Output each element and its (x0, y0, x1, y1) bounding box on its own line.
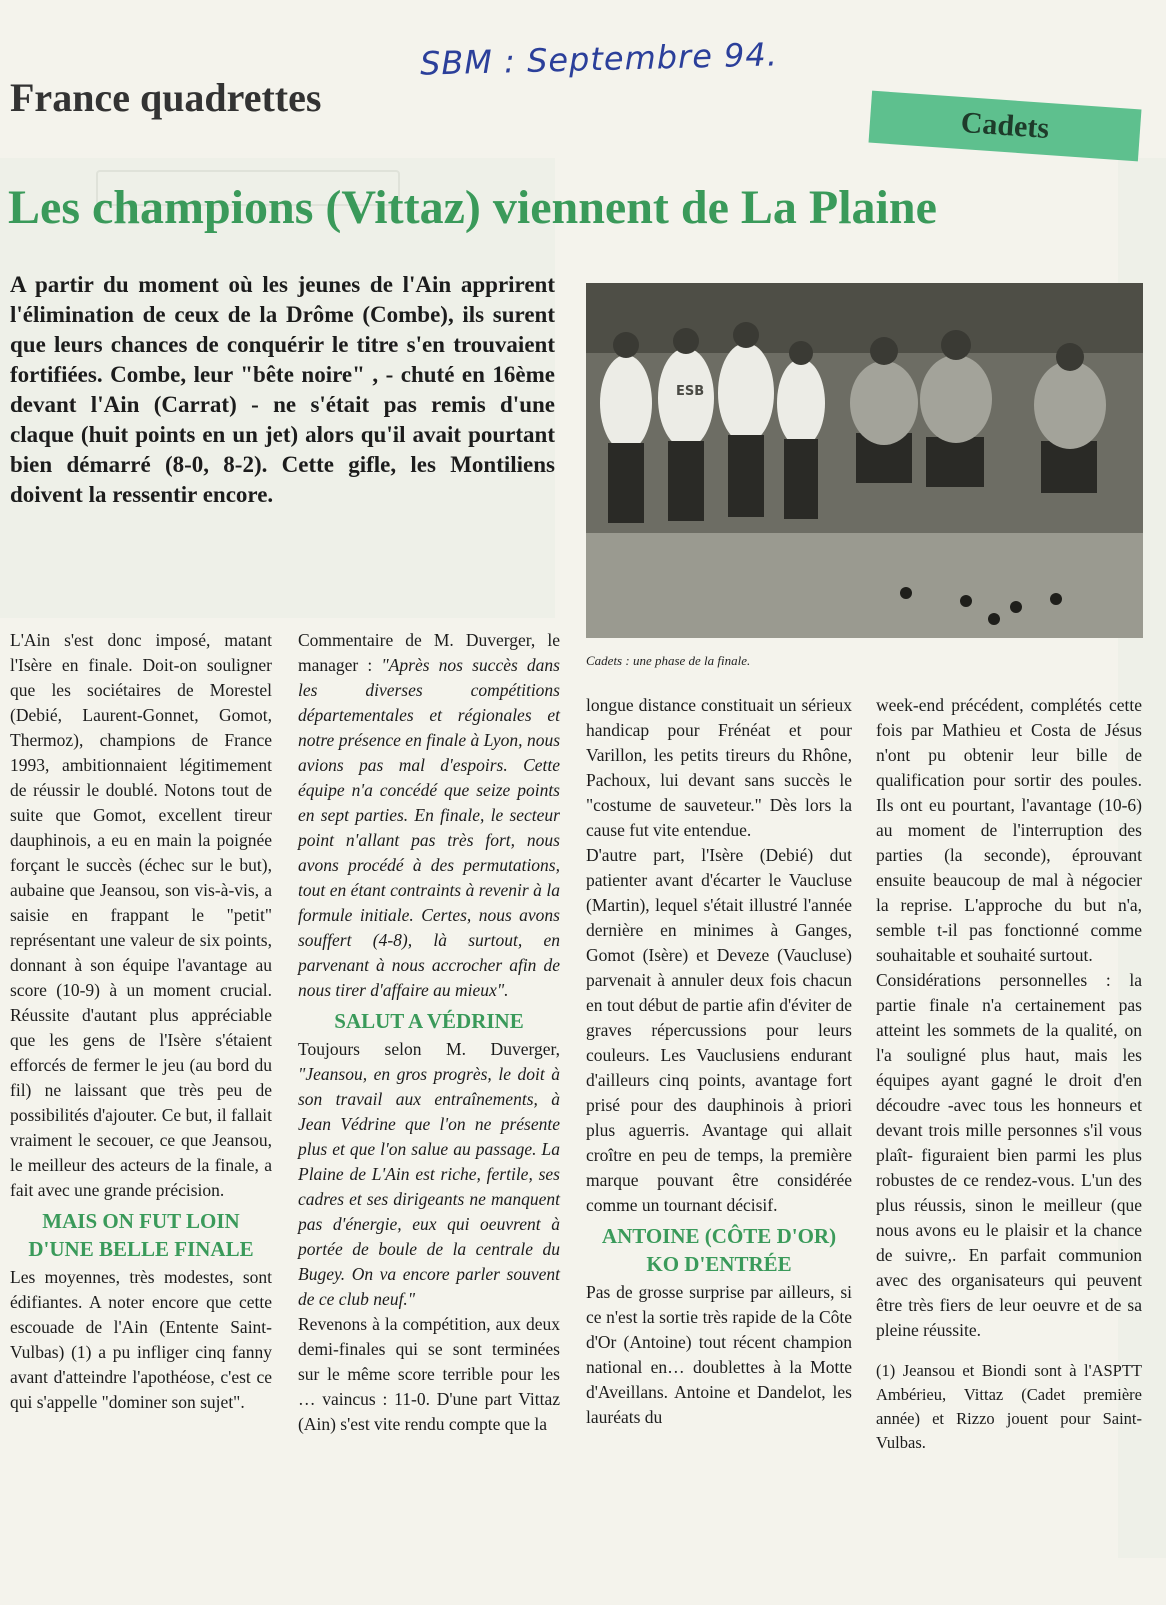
col4-paragraph-2: Considérations personnelles : la partie finale n'a certainement pas atteint les sommets de la qualité, on l'a souligné plus haut, mais les équipes ayant gagné le droit d'en découdre -avec tous les honneurs et devant trois mille personnes s'il vous plaît- figuraient bien parmi les plus robustes de ce rendez-vous. L'un des plus réussis, sinon le meilleur (que nous avons eu le plaisir et la chance de suivre,. En parfait communion avec des organisateurs qui peuvent être très fiers de leur oeuvre et de sa pleine réussite. (876, 970, 1142, 1340)
col3-paragraph-1: longue distance constituait un sérieux handicap pour Frénéat et pour Varillon, les petits tireurs du Rhône, Pachoux, lui devant sans succès le "costume de sauveteur." Dès lors la cause fut vite entendue. (586, 695, 852, 840)
column-3 (586, 693, 852, 1430)
lede-paragraph: A partir du moment où les jeunes de l'Ain apprirent l'élimination de ceux de la Drôme (Combe), ils surent que leurs chances de conquérir le titre s'en trouvaient fortifiées. Combe, leur "bête noire" , - chuté en 16ème devant l'Ain (Carrat) - ne s'était pas remis d'une claque (huit points en un jet) alors qu'il avait pourtant bien démarré (8-0, 8-2). Cette gifle, les Montiliens doivent la ressentir encore. (10, 272, 555, 507)
col3-paragraph-2: D'autre part, l'Isère (Debié) dut patienter avant d'écarter le Vaucluse (Martin), lequel s'était illustré l'année dernière en minimes à Ganges, Gomot (Isère) et Deveze (Vaucluse) parvenait à annuler deux fois chacun en tout début de partie afin d'éviter de graves répercussions pour leurs couleurs. Les Vauclusiens endurant d'ailleurs cinq points, avantage fort prisé pour des dauphinois à priori plus aguerris. Avantage qui allait croître en peu de temps, la première marque pouvant être considérée comme un tournant décisif. (586, 845, 852, 1215)
col2-intro-2: Toujours selon M. Duverger, (298, 1039, 560, 1059)
col1-paragraph-1: L'Ain s'est donc imposé, matant l'Isère en finale. Doit-on souligner que les sociétaires de Morestel (Debié, Laurent-Gonnet, Gomot, Thermoz), champions de France 1993, ambitionnaient légitimement de réussir le doublé. Notons tout de suite que Gomot, excellent tireur dauphinois, a eu en main la poignée forçant le succès (échec sur le but), aubaine que Jeansou, son vis-à-vis, a saisie en frappant le "petit" représentant une valeur de six points, donnant à son équipe l'avantage au score (10-9) à un moment crucial. Réussite d'autant plus appréciable que les gens de l'Isère s'étaient efforcés de fermer le jeu (au bord du fil) ne laissant que très peu de possibilités d'ajouter. Ce but, il fallait vraiment le secouer, ce que Jeansou, le meilleur des acteurs de la finale, a fait avec une grande précision. (10, 630, 272, 1200)
col2-paragraph-1 (298, 628, 560, 1003)
column-4 (876, 693, 1142, 1455)
footnote: (1) Jeansou et Biondi sont à l'ASPTT Ambérieu, Vittaz (Cadet première année) et Rizzo jouent pour Saint-Vulbas. (876, 1361, 1142, 1452)
col2-paragraph-3: Revenons à la compétition, aux deux demi-finales qui se sont terminées sur le même score terrible pour les … vaincus : 11-0. D'une part Vittaz (Ain) s'est vite rendu compte que la (298, 1314, 560, 1434)
col3-subheading: ANTOINE (CÔTE D'OR) KO D'ENTRÉE (601, 1224, 837, 1276)
col2-quote-1: "Après nos succès dans les diverses compétitions départementales et régionales et notre présence en finale à Lyon, nous avions pas mal d'espoirs. Cette équipe n'a concédé que seize points en sept parties. En finale, le secteur point n'allant pas très fort, nous avons procédé à des permutations, tout en étant contraints à revenir à la formule initiale. Certes, nous avons souffert (4-8), là surtout, en parvenant à nous accrocher afin de nous tirer d'affaire au mieux". (298, 655, 560, 1000)
col2-quote-2: "Jeansou, en gros progrès, le doit à son travail aux entraînements, à Jean Védrine que l'on ne présente plus et que l'on salue au passage. La Plaine de L'Ain est riche, fertile, ses cadres et ses dirigeants ne manquent pas d'énergie, eux qui oeuvrent à portée de boule de la centrale du Bugey. On va encore parler souvent de ce club neuf." (298, 1064, 560, 1309)
handwritten-note: SBM : Septembre 94. (419, 35, 779, 83)
col3-paragraph-3: Pas de grosse surprise par ailleurs, si ce n'est la sortie très rapide de la Côte d'Or (Antoine) tout récent champion national en… doublettes à la Motte d'Aveillans. Antoine et Dandelot, les lauréats du (586, 1282, 852, 1427)
col4-paragraph-1: week-end précédent, complétés cette fois par Mathieu et Costa de Jésus n'ont pu obtenir leur bille de qualification pour sortir des poules. Ils ont eu pourtant, l'avantage (10-6) au moment de l'interruption des parties (la seconde), éprouvant ensuite beaucoup de mal à négocier la reprise. L'approche du but n'a, semble t-il pas fonctionné comme souhaitable et souhaité surtout. (876, 695, 1142, 965)
shirt-text: ESB (676, 384, 705, 399)
column-2 (298, 628, 560, 1437)
col1-paragraph-2: Les moyennes, très modestes, sont édifiantes. A noter encore que cette escouade de l'Ain (Entente Saint-Vulbas) (1) a pu infliger cinq fanny avant d'atteindre l'apothéose, c'est ce qui s'appelle "dominer son sujet". (10, 1267, 272, 1412)
team-photo-image (586, 283, 1143, 638)
section-rubric: France quadrettes (10, 75, 322, 120)
photo-caption: Cadets : une phase de la finale. (586, 653, 751, 668)
category-tag: Cadets (869, 91, 1142, 162)
col2-paragraph-2 (298, 1037, 560, 1312)
headline: Les champions (Vittaz) viennent de La Plaine (8, 181, 937, 234)
column-1 (10, 628, 272, 1415)
col1-subheading: MAIS ON FUT LOIN D'UNE BELLE FINALE (28, 1209, 254, 1261)
team-photo (586, 283, 1143, 638)
col2-intro: Commentaire de M. Duverger, le manager : (298, 630, 560, 675)
col2-subheading: SALUT A VÉDRINE (334, 1009, 524, 1033)
